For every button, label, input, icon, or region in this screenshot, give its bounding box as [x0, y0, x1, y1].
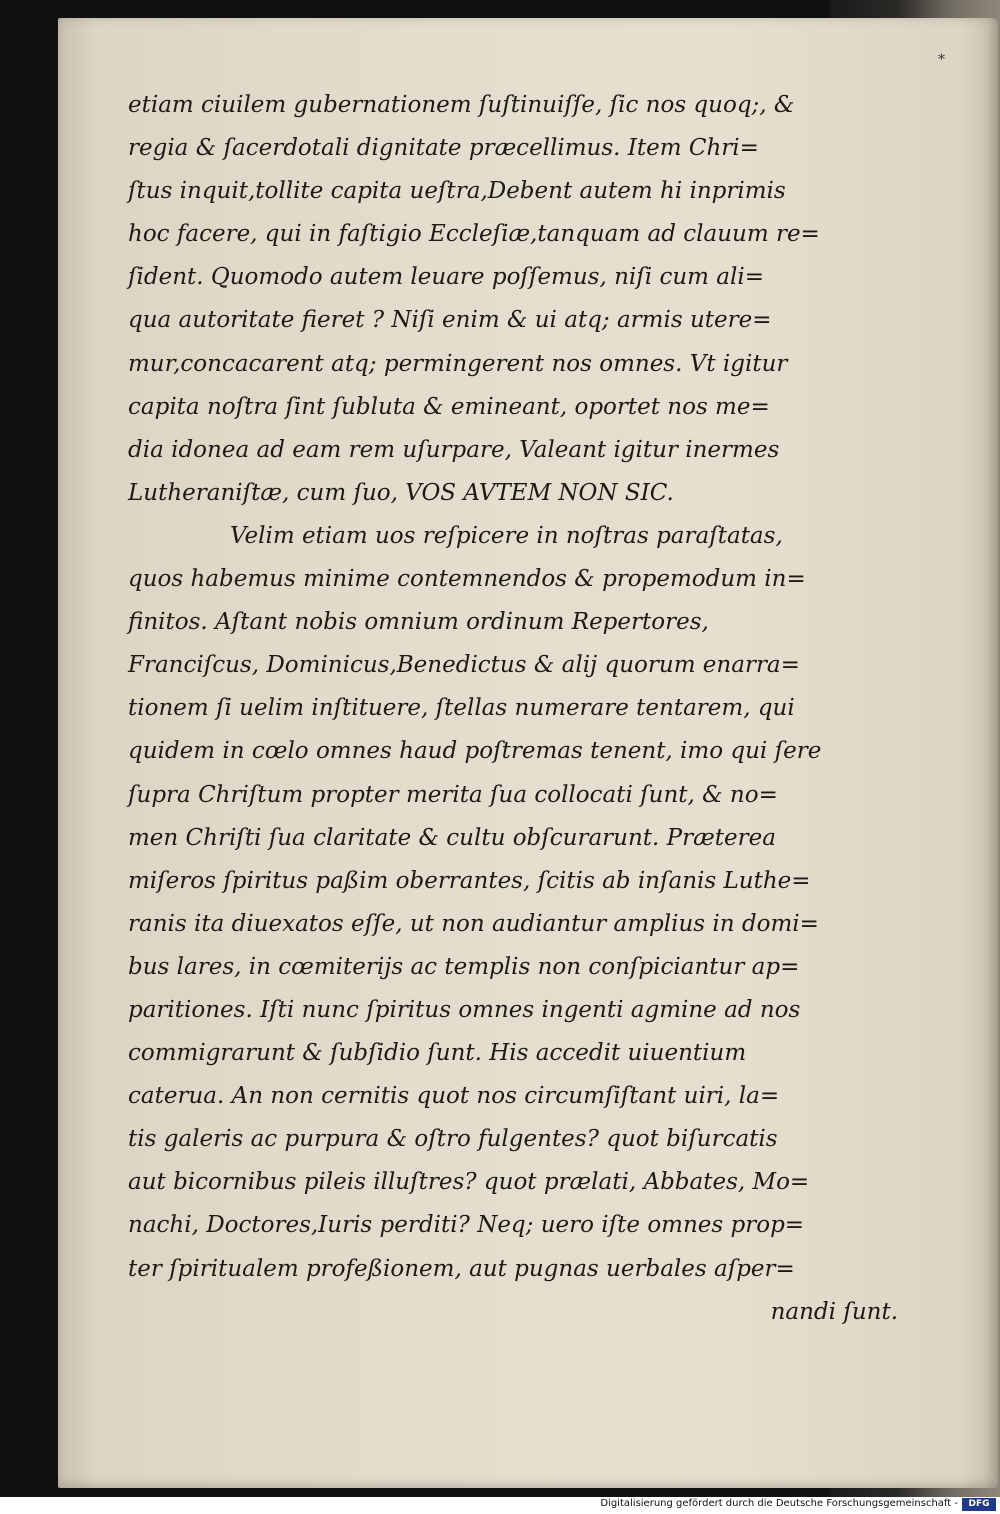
- text-line-28: ter ſpiritualem profeßionem, aut pugnas uerbales aſper=: [128, 1255, 795, 1282]
- dfg-logo-icon: DFG: [962, 1498, 996, 1511]
- text-line-18: men Chriſti ſua claritate & cultu obſcurarunt. Præterea: [128, 824, 776, 851]
- text-line-15: tionem ſi uelim inſtituere, ſtellas numerare tentarem, qui: [128, 695, 795, 722]
- text-line-26: aut bicornibus pileis illuſtres? quot prælati, Abbates, Mo=: [128, 1169, 810, 1196]
- text-line-24: caterua. An non cernitis quot nos circumſiſtant uiri, la=: [128, 1083, 780, 1110]
- text-line-3: ſtus inquit,tollite capita ueſtra,Debent autem hi inprimis: [128, 178, 786, 205]
- text-line-12: quos habemus minime contemnendos & propemodum in=: [128, 566, 806, 593]
- text-line-23: commigrarunt & ſubſidio ſunt. His accedit uiuentium: [128, 1040, 747, 1067]
- footer-bar: [0, 1497, 1000, 1514]
- text-line-20: ranis ita diuexatos eſſe, ut non audiantur amplius in domi=: [128, 910, 819, 937]
- text-line-16: quidem in cœlo omnes haud poſtremas tenent, imo qui ſere: [128, 738, 822, 765]
- text-line-5: ſident. Quomodo autem leuare poſſemus, niſi cum ali=: [128, 264, 764, 291]
- text-line-17: ſupra Chriſtum propter merita ſua collocati ſunt, & no=: [128, 781, 778, 808]
- funding-credit: Digitalisierung gefördert durch die Deutsche Forschungsgemeinschaft -: [600, 1498, 958, 1509]
- text-line-10: Lutheraniſtæ, cum ſuo, VOS AVTEM NON SIC.: [128, 479, 674, 506]
- text-line-7: mur,concacarent atq; permingerent nos omnes. Vt igitur: [128, 350, 788, 377]
- text-line-9: dia idonea ad eam rem uſurpare, Valeant igitur inermes: [128, 436, 780, 463]
- text-line-1: etiam ciuilem gubernationem ſuſtinuiſſe, ſic nos quoq;, &: [128, 92, 795, 118]
- page-mark: *: [938, 52, 945, 68]
- text-line-11: Velim etiam uos reſpicere in noſtras paraſtatas,: [230, 522, 783, 549]
- text-line-19: miſeros ſpiritus paßim oberrantes, ſcitis ab inſanis Luthe=: [128, 867, 811, 894]
- text-line-4: hoc facere, qui in faſtigio Eccleſiæ,tanquam ad clauum re=: [128, 221, 820, 248]
- text-line-27: nachi, Doctores,Iuris perditi? Neq; uero iſte omnes prop=: [128, 1212, 805, 1239]
- text-line-2: regia & ſacerdotali dignitate præcellimus. Item Chri=: [128, 135, 759, 162]
- text-line-25: tis galeris ac purpura & oſtro fulgentes? quot biſurcatis: [128, 1126, 778, 1153]
- text-line-6: qua autoritate fieret ? Niſi enim & ui atq; armis utere=: [128, 307, 772, 334]
- text-line-21: bus lares, in cœmiterijs ac templis non conſpiciantur ap=: [128, 953, 800, 980]
- text-line-8: capita noſtra ſint ſubluta & emineant, oportet nos me=: [128, 393, 770, 420]
- text-line-14: Franciſcus, Dominicus,Benedictus & alij quorum enarra=: [128, 652, 800, 679]
- catchword: nandi ſunt.: [770, 1298, 898, 1325]
- text-line-22: paritiones. Iſti nunc ſpiritus omnes ingenti agmine ad nos: [128, 996, 801, 1023]
- page-text: [128, 84, 958, 1334]
- text-line-13: finitos. Aſtant nobis omnium ordinum Repertores,: [128, 609, 709, 636]
